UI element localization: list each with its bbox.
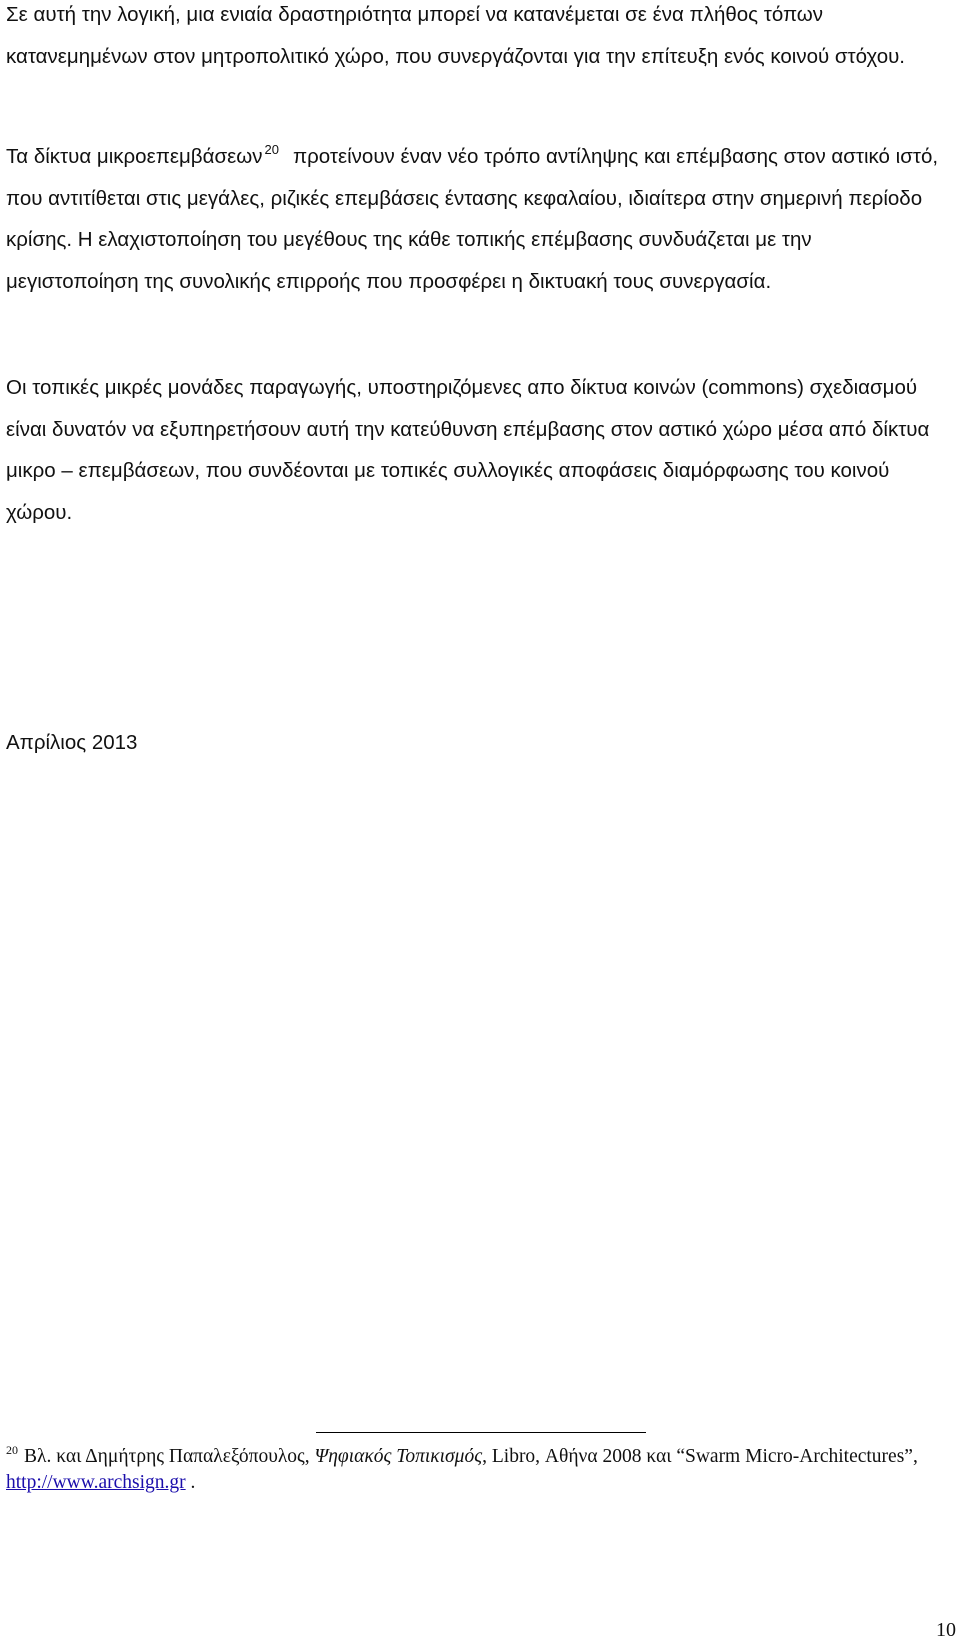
paragraph-text-start: Τα δίκτυα μικροεπεμβάσεων: [6, 145, 263, 168]
paragraph-micro-interventions: [6, 136, 946, 302]
footnote-link[interactable]: http://www.archsign.gr: [6, 1472, 186, 1493]
footnote: [6, 1444, 951, 1496]
footnote-book-title: Ψηφιακός Τοπικισμός: [314, 1446, 483, 1467]
document-date: Απρίλιος 2013: [6, 731, 138, 754]
footnote-separator: [316, 1432, 646, 1433]
paragraph-distributed-activity: Σε αυτή την λογική, μια ενιαία δραστηριότητα μπορεί να κατανέμεται σε ένα πλήθος τόπων κατανεμημένων στον μητροπολιτικό χώρο, που συνεργάζονται για την επίτευξη ενός κοινού στόχου.: [6, 3, 905, 68]
footnote-text-start: Βλ. και Δημήτρης Παπαλεξόπουλος,: [24, 1446, 315, 1467]
footnote-text-end: .: [185, 1472, 196, 1493]
page-number: 10: [936, 1619, 956, 1641]
footnote-text-middle: , Libro, Αθήνα 2008 και “Swarm Micro-Architectures”,: [482, 1446, 918, 1467]
footnote-number: 20: [6, 1443, 18, 1457]
paragraph-local-production-units: Οι τοπικές μικρές μονάδες παραγωγής, υποστηριζόμενες απο δίκτυα κοινών (commons) σχεδιασμού είναι δυνατόν να εξυπηρετήσουν αυτή την κατεύθυνση επέμβασης στον αστικό χώρο μέσα από δίκτυα μικρο – επεμβάσεων, που συνδέονται με τοπικές συλλογικές αποφάσεις διαμόρφωσης του κοινού χώρου.: [6, 376, 930, 524]
paragraph-text-rest: προτείνουν έναν νέο τρόπο αντίληψης και επέμβασης στον αστικό ιστό, που αντιτίθεται στις μεγάλες, ριζικές επεμβάσεις έντασης κεφαλαίου, ιδιαίτερα στην σημερινή περίοδο κρίσης. Η ελαχιστοποίηση του μεγέθους της κάθε τοπικής επέμβασης συνδυάζεται με την μεγιστοποίηση της συνολικής επιρροής που προσφέρει η δικτυακή τους συνεργασία.: [6, 145, 939, 293]
footnote-reference[interactable]: 20: [264, 142, 279, 157]
